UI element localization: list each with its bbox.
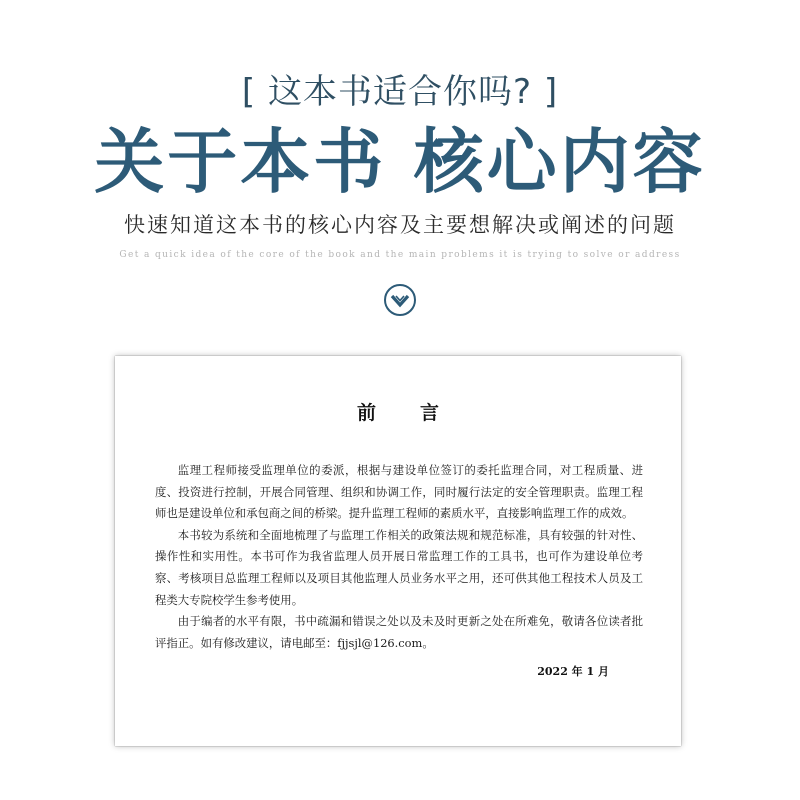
tagline-text: 这本书适合你吗? [267, 72, 533, 112]
tagline-close-bracket: ] [543, 72, 559, 112]
tagline [0, 70, 800, 114]
preface-paragraph: 由于编者的水平有限，书中疏漏和错误之处以及未及时更新之处在所难免，敬请各位读者批评指正。如有修改建议，请电邮至：fjjsjl@126.com。 [155, 614, 643, 650]
subtitle: 快速知道这本书的核心内容及主要想解决或阐述的问题 [124, 213, 676, 237]
english-subtitle: Get a quick idea of the core of the book and the main problems it is trying to solve or address [119, 250, 681, 260]
main-title: 关于本书 核心内容 [94, 120, 706, 203]
tagline-open-bracket: [ [241, 72, 257, 112]
preface-page [115, 356, 681, 746]
preface-date: 2022 年 1 月 [537, 665, 609, 678]
preface-paragraph: 本书较为系统和全面地梳理了与监理工作相关的政策法规和规范标准，具有较强的针对性、操作性和实用性。本书可作为我省监理人员开展日常监理工作的工具书，也可作为建设单位考察、考核项目总监理工程师以及项目其他监理人员业务水平之用，还可供其他工程技术人员及工程类大专院校学生参考使用。 [155, 527, 643, 607]
preface-title: 前言 [356, 402, 483, 424]
preface-body [155, 460, 643, 654]
book-intro-header [0, 0, 800, 340]
chevron-down-circle-icon[interactable] [383, 283, 417, 317]
preface-paragraph: 监理工程师接受监理单位的委派，根据与建设单位签订的委托监理合同，对工程质量、进度、投资进行控制，开展合同管理、组织和协调工作，同时履行法定的安全管理职责。监理工程师也是建设单位和承包商之间的桥梁。提升监理工程师的素质水平，直接影响监理工作的成效。 [155, 463, 643, 521]
